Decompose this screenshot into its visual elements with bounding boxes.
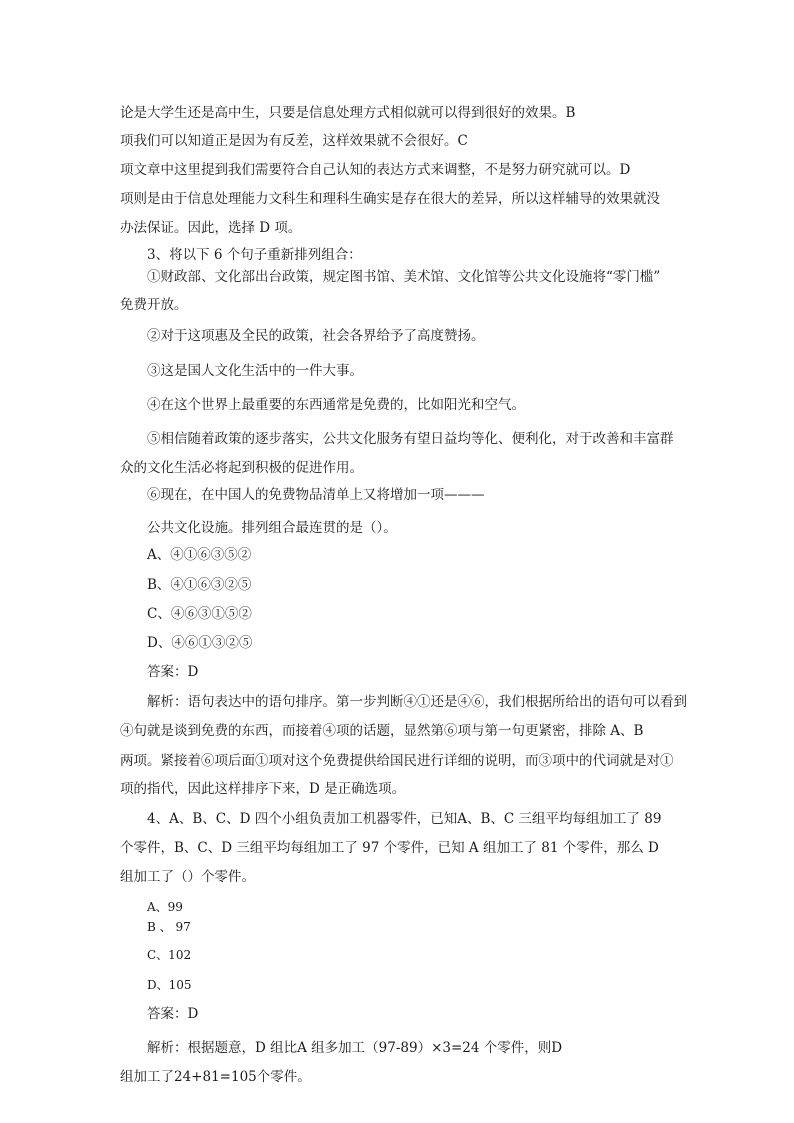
question-4-stem: 4、A、B、C、D 四个小组负责加工机器零件，已知A、B、C 三组平均每组加工了 89: [147, 811, 662, 827]
answer-3: 答案：D: [147, 664, 199, 680]
analysis-3-line-4: 项的指代，因此这样排序下来，D 是正确选项。: [120, 781, 406, 797]
text-line: 项则是由于信息处理能力文科生和理科生确实是存在很大的差异，所以这样辅导的效果就没: [120, 191, 660, 207]
option-c: C、④⑥③①⑤②: [147, 606, 252, 622]
sentence-4: ④在这个世界上最重要的东西通常是免费的，比如阳光和空气。: [147, 397, 525, 413]
question-4-line-2: 个零件，B、C、D 三组平均每组加工了 97 个零件，已知 A 组加工了 81 个零件，那么 D: [120, 840, 659, 856]
sentence-6: ⑥现在，在中国人的免费物品清单上又将增加一项———: [147, 487, 485, 503]
sentence-5-cont: 众的文化生活必将起到积极的促进作用。: [120, 460, 363, 476]
option-d: D、105: [147, 978, 192, 992]
text-line: 办法保证。因此，选择 D 项。: [120, 220, 302, 236]
analysis-4-line-2: 组加工了24+81=105个零件。: [120, 1069, 311, 1085]
sentence-5: ⑤相信随着政策的逐步落实，公共文化服务有望日益均等化、便利化，对于改善和丰富群: [147, 431, 674, 447]
option-c: C、102: [147, 948, 192, 962]
sentence-3: ③这是国人文化生活中的一件大事。: [147, 363, 363, 379]
sentence-2: ②对于这项惠及全民的政策，社会各界给予了高度赞扬。: [147, 328, 485, 344]
option-b: B 、 97: [147, 920, 191, 934]
text-line: 论是大学生还是高中生，只要是信息处理方式相似就可以得到很好的效果。B: [120, 105, 576, 121]
sentence-1: ①财政部、文化部出台政策，规定图书馆、美术馆、文化馆等公共文化设施将“零门槛”: [147, 269, 661, 285]
question-4-line-3: 组加工了（）个零件。: [120, 869, 255, 885]
question-3-prompt: 公共文化设施。排列组合最连贯的是（）。: [147, 520, 397, 536]
text-line: 项我们可以知道正是因为有反差，这样效果就不会很好。C: [120, 133, 468, 149]
analysis-3: 解析：语句表达中的语句排序。第一步判断④①还是④⑥，我们根据所给出的语句可以看到: [147, 694, 687, 710]
answer-4: 答案：D: [147, 1006, 199, 1022]
analysis-3-line-2: ④句就是谈到免费的东西，而接着④项的话题，显然第⑥项与第一句更紧密，排除 A、B: [120, 723, 644, 739]
option-b: B、④①⑥③②⑤: [147, 577, 252, 593]
analysis-3-line-3: 两项。紧接着⑥项后面①项对这个免费提供给国民进行详细的说明，而③项中的代词就是对①: [120, 753, 674, 769]
option-a: A、99: [147, 900, 183, 914]
option-a: A、④①⑥③⑤②: [147, 547, 252, 563]
sentence-1-cont: 免费开放。: [120, 297, 188, 313]
analysis-4: 解析：根据题意，D 组比A 组多加工（97-89）×3=24 个零件，则D: [147, 1040, 563, 1056]
question-3-stem: 3、将以下 6 个句子重新排列组合：: [147, 247, 362, 263]
text-line: 项文章中这里提到我们需要符合自己认知的表达方式来调整，不是努力研究就可以。D: [120, 162, 631, 178]
option-d: D、④⑥①③②⑤: [147, 635, 253, 651]
